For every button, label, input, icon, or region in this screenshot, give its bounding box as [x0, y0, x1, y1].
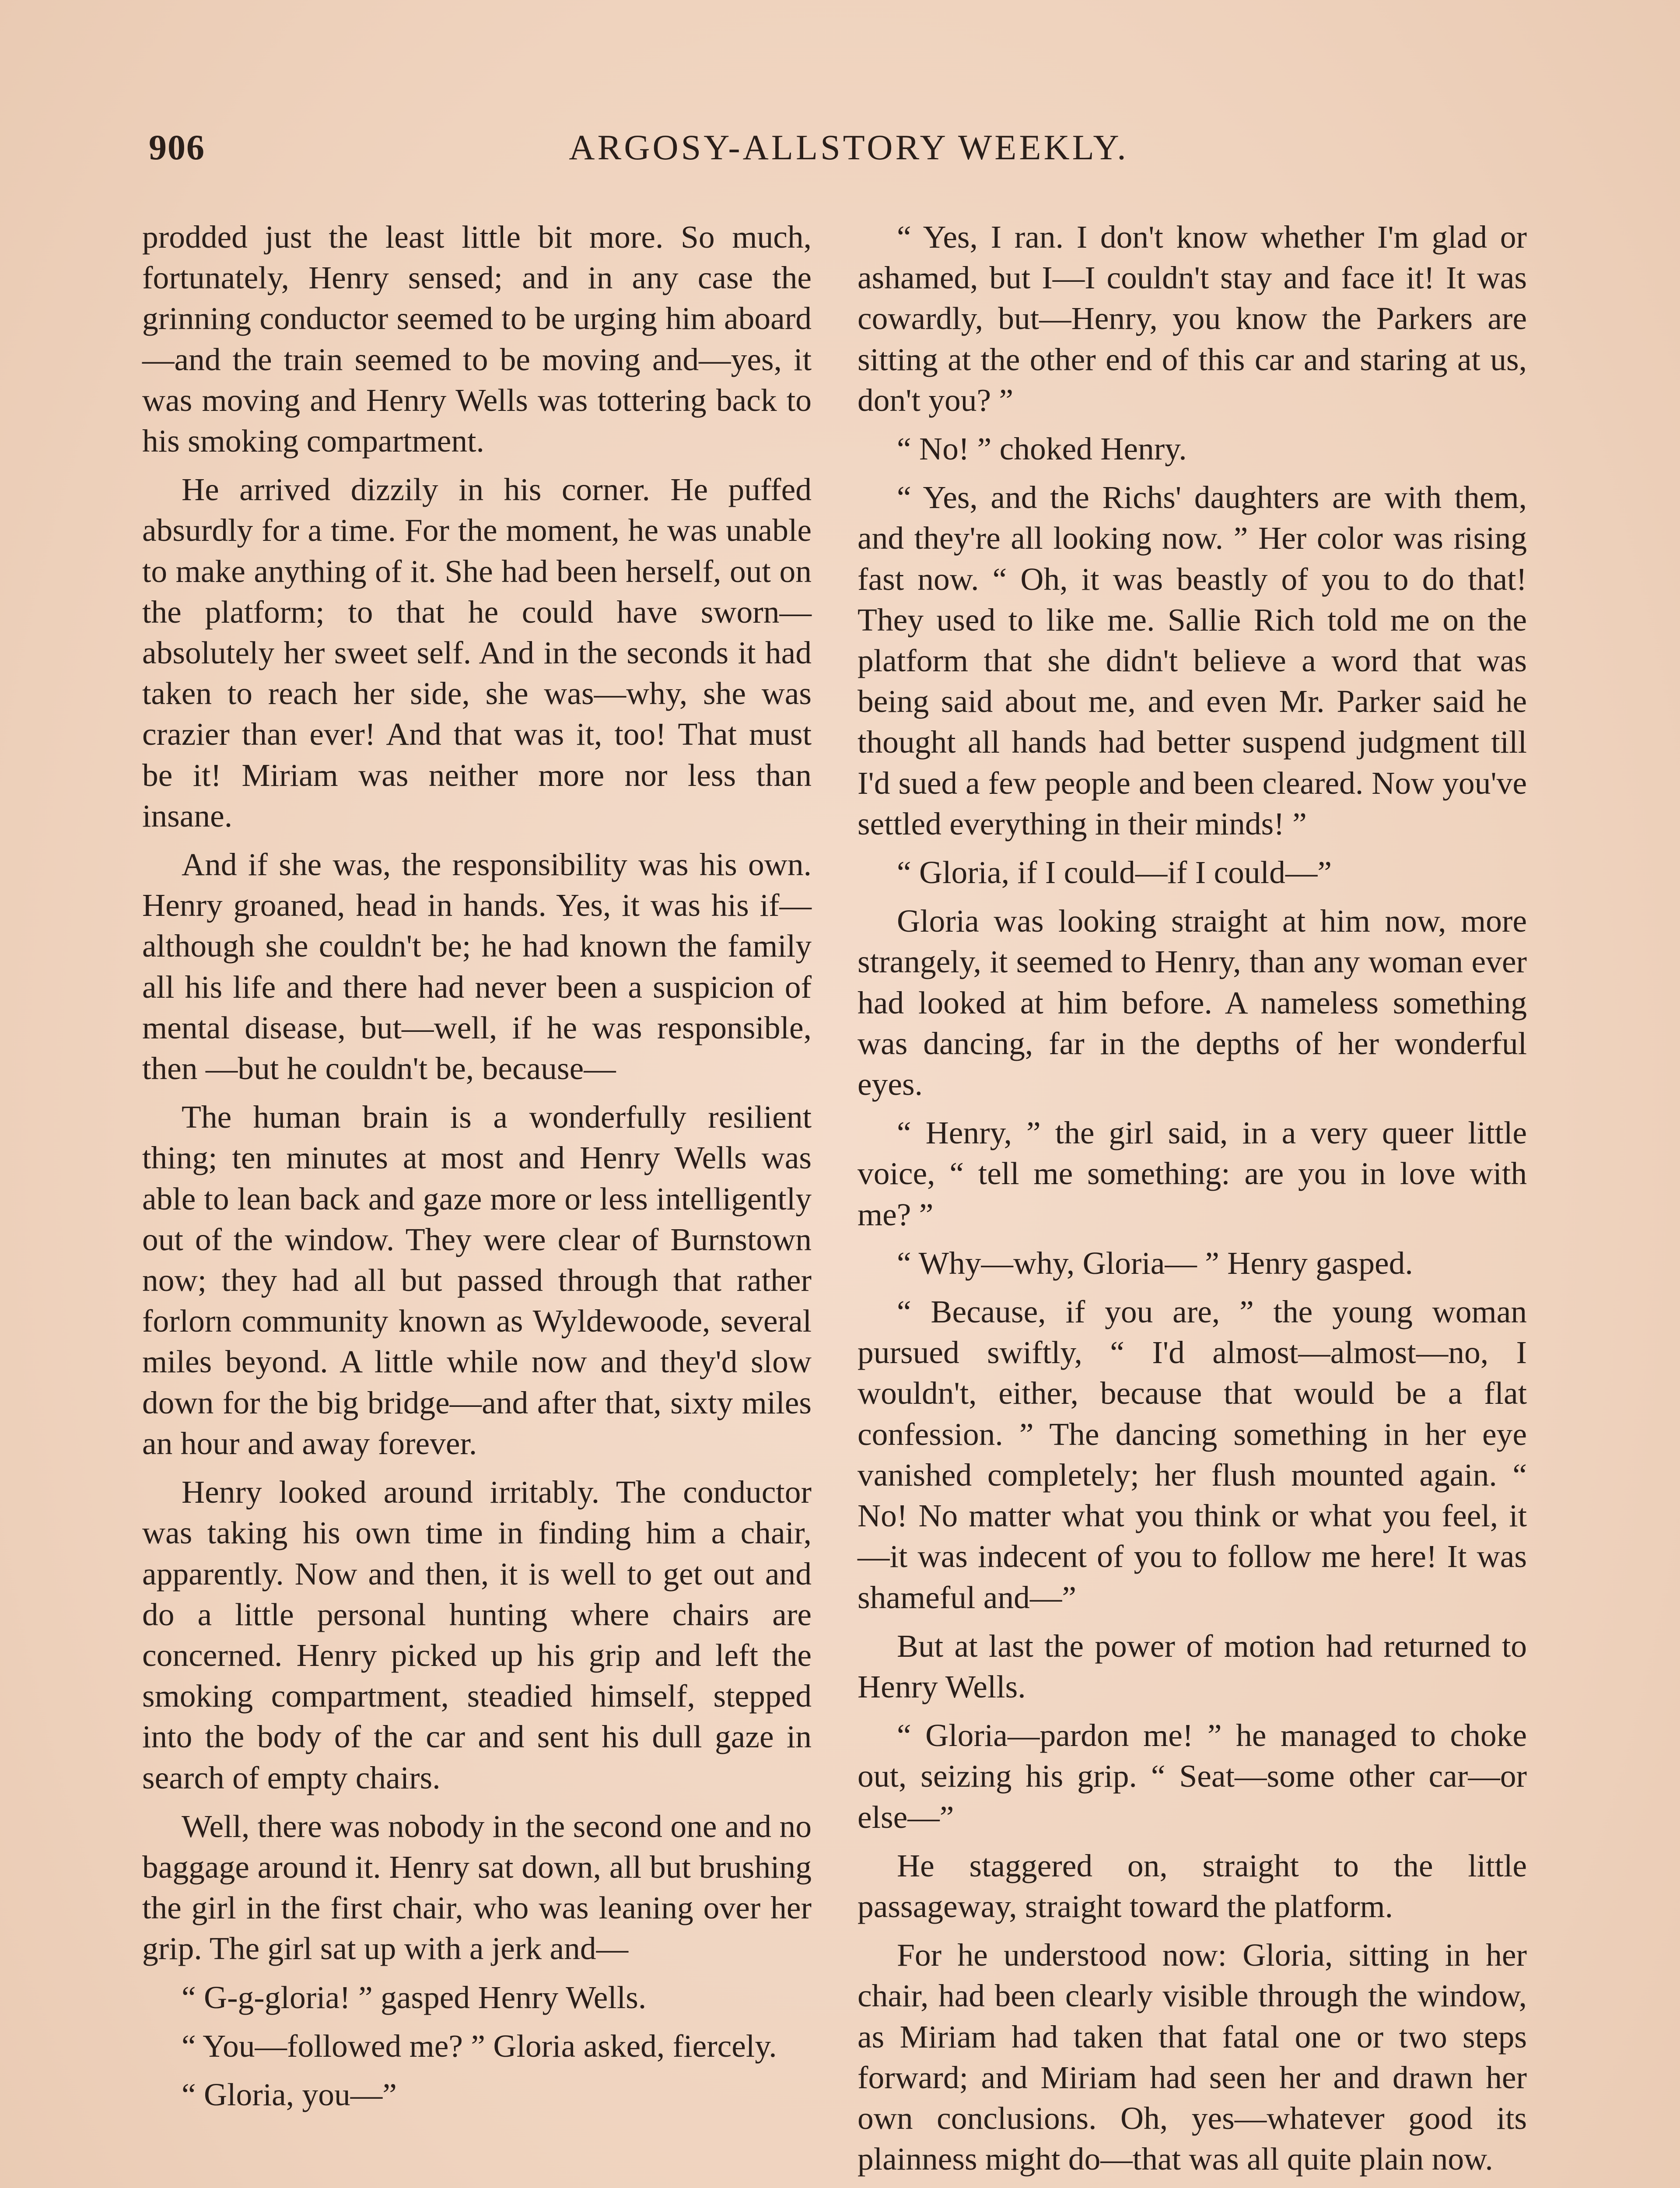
paragraph: “ Yes, I ran. I don't know whether I'm glad or ashamed, but I—I couldn't stay and face it! It was cowardly, but—Henry, you know the Parkers are sitting at the other end of this car and staring at us, don't you? ”	[858, 219, 1527, 418]
page-number: 906	[149, 127, 205, 167]
paragraph: “ Gloria, if I could—if I could—”	[897, 855, 1332, 891]
paragraph: “ G-g-gloria! ” gasped Henry Wells.	[182, 1979, 647, 2015]
paragraph: He arrived dizzily in his corner. He puffed absurdly for a time. For the moment, he was unable to make anything of it. She had been herself, out on the platform; to that he could have sworn—absolutely her sweet self. And in the seconds it had taken to reach her side, she was—why, she was crazier than ever! And that was it, too! That must be it! Miriam was neither more nor less than insane.	[142, 472, 812, 834]
paragraph: “ Henry, ” the girl said, in a very queer little voice, “ tell me something: are you in love with me? ”	[858, 1115, 1527, 1232]
page-header	[149, 127, 1549, 179]
paragraph: “ Gloria—pardon me! ” he managed to choke out, seizing his grip. “ Seat—some other car—or else—”	[858, 1718, 1527, 1835]
paragraph: Well, there was nobody in the second one and no baggage around it. Henry sat down, all but brushing the girl in the first chair, who was leaning over her grip. The girl sat up with a jerk and—	[142, 1808, 812, 1967]
paragraph: Henry looked around irritably. The conductor was taking his own time in finding him a chair, apparently. Now and then, it is well to get out and do a little personal hunting where chairs are concerned. Henry picked up his grip and left the smoking compartment, steadied himself, stepped into the body of the car and sent his dull gaze in search of empty chairs.	[142, 1474, 812, 1795]
paragraph: And if she was, the responsibility was his own. Henry groaned, head in hands. Yes, it was his if—although she couldn't be; he had known the family all his life and there had never been a suspicion of mental disease, but—well, if he was responsible, then —but he couldn't be, because—	[142, 847, 812, 1087]
paragraph: “ Because, if you are, ” the young woman pursued swiftly, “ I'd almost—almost—no, I wouldn't, either, because that would be a flat confession. ” The dancing something in her eye vanished completely; her flush mounted again. “ No! No matter what you think or what you feel, it—it was indecent of you to follow me here! It was shameful and—”	[858, 1294, 1527, 1615]
paragraph: “ No! ” choked Henry.	[897, 431, 1187, 467]
paragraph: But at last the power of motion had returned to Henry Wells.	[858, 1628, 1527, 1704]
paragraph: “ You—followed me? ” Gloria asked, fiercely.	[182, 2028, 777, 2064]
paragraph: “ Gloria, you—”	[182, 2076, 397, 2112]
paragraph: For he understood now: Gloria, sitting in her chair, had been clearly visible through the window, as Miriam had taken that fatal one or two steps forward; and Miriam had seen her and drawn her own conclusions. Oh, yes—whatever good its plainness might do—that was all quite plain now.	[858, 1937, 1527, 2177]
paragraph: prodded just the least little bit more. So much, fortunately, Henry sensed; and in any case the grinning conductor seemed to be urging him aboard—and the train seemed to be moving and—yes, it was moving and Henry Wells was tottering back to his smoking compartment.	[142, 219, 812, 459]
paragraph: “ Why—why, Gloria— ” Henry gasped.	[897, 1245, 1413, 1281]
paragraph: Gloria was looking straight at him now, more strangely, it seemed to Henry, than any woman ever had looked at him before. A nameless something was dancing, far in the depths of her wonderful eyes.	[858, 903, 1527, 1102]
right-column	[858, 217, 1527, 2188]
paragraph: The human brain is a wonderfully resilient thing; ten minutes at most and Henry Wells was able to lean back and gaze more or less intelligently out of the window. They were clear of Burnstown now; they had all but passed through that rather forlorn community known as Wyldewoode, several miles beyond. A little while now and they'd slow down for the big bridge—and after that, sixty miles an hour and away forever.	[142, 1099, 812, 1461]
paragraph: “ Yes, and the Richs' daughters are with them, and they're all looking now. ” Her color was rising fast now. “ Oh, it was beastly of you to do that! They used to like me. Sallie Rich told me on the platform that she didn't believe a word that was being said about me, and even Mr. Parker said he thought all hands had better suspend judgment till I'd sued a few people and been cleared. Now you've settled everything in their minds! ”	[858, 480, 1527, 842]
paragraph: He staggered on, straight to the little passageway, straight toward the platform.	[858, 1848, 1527, 1924]
left-column	[142, 217, 812, 2123]
running-title: ARGOSY-ALLSTORY WEEKLY.	[569, 127, 1129, 167]
